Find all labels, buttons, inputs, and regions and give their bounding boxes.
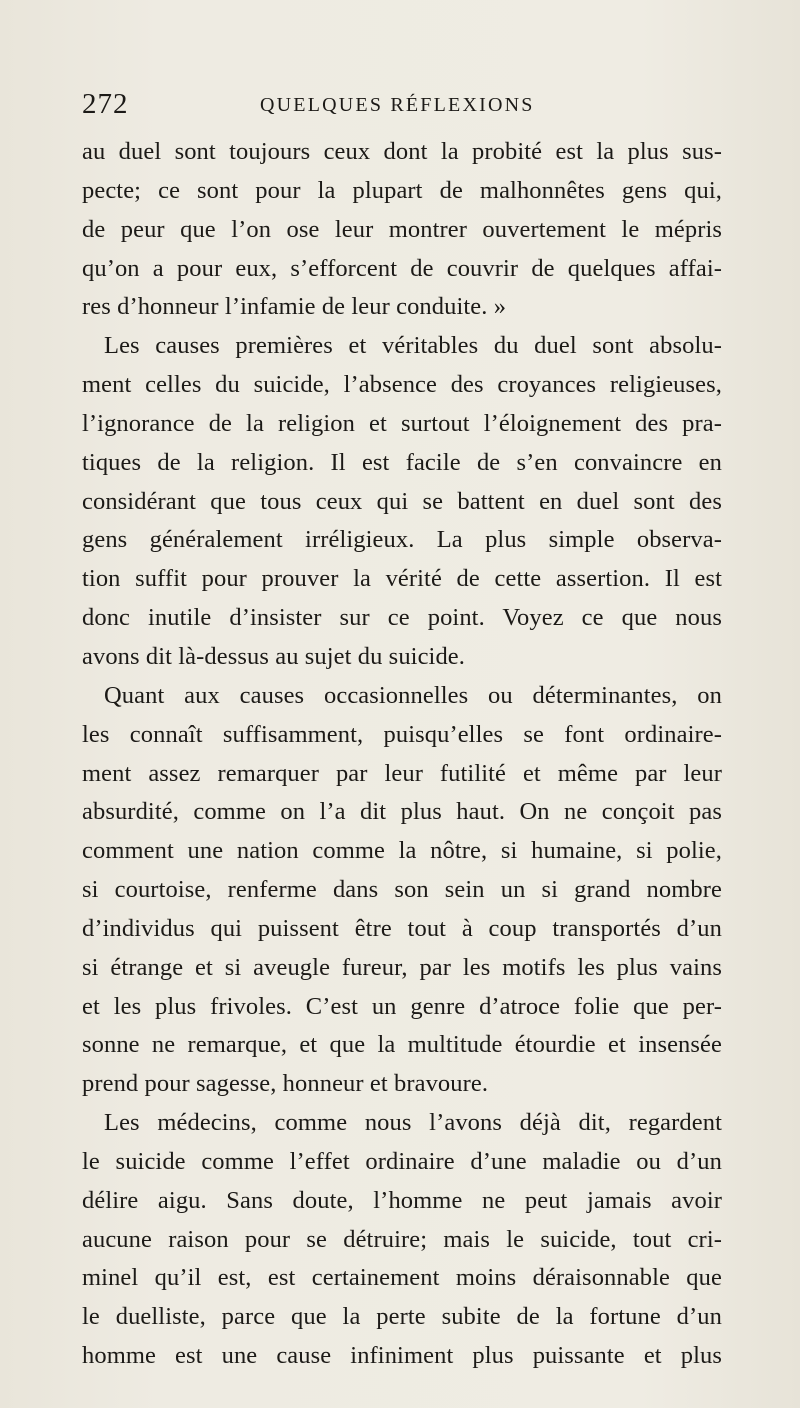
text-line: donc inutile d’insister sur ce point. Voyez ce que nous [82, 604, 722, 632]
text-line: si étrange et si aveugle fureur, par les motifs les plus vains [82, 953, 722, 981]
text-line: le duelliste, parce que la perte subite de la fortune d’un [82, 1303, 722, 1331]
page-number: 272 [82, 88, 129, 120]
text-line: ment assez remarquer par leur futilité et même par leur [82, 759, 722, 787]
text-line: homme est une cause infiniment plus puissante et plus [82, 1342, 722, 1370]
text-line: de peur que l’on ose leur montrer ouvertement le mépris [82, 215, 722, 243]
text-line: minel qu’il est, est certainement moins déraisonnable que [82, 1264, 722, 1292]
text-line: ment celles du suicide, l’absence des croyances religieuses, [82, 371, 722, 399]
text-line: absurdité, comme on l’a dit plus haut. On ne conçoit pas [82, 798, 722, 826]
text-line: Les causes premières et véritables du duel sont absolu- [104, 332, 722, 360]
text-line: le suicide comme l’effet ordinaire d’une maladie ou d’un [82, 1147, 722, 1175]
text-line: Les médecins, comme nous l’avons déjà dit, regardent [104, 1109, 722, 1137]
text-line: comment une nation comme la nôtre, si humaine, si polie, [82, 837, 722, 865]
text-line: tiques de la religion. Il est facile de s’en convaincre en [82, 448, 722, 476]
text-line: considérant que tous ceux qui se battent en duel sont des [82, 487, 722, 515]
running-head [82, 88, 722, 124]
text-line: et les plus frivoles. C’est un genre d’atroce folie que per- [82, 992, 722, 1020]
text-line: gens généralement irréligieux. La plus simple observa- [82, 526, 722, 554]
text-line: si courtoise, renferme dans son sein un si grand nombre [82, 876, 722, 904]
text-line: Quant aux causes occasionnelles ou déterminantes, on [104, 681, 722, 709]
text-line: aucune raison pour se détruire; mais le suicide, tout cri- [82, 1225, 722, 1253]
text-line: res d’honneur l’infamie de leur conduite. » [82, 293, 507, 321]
text-line: les connaît suffisamment, puisqu’elles se font ordinaire- [82, 720, 722, 748]
text-line: au duel sont toujours ceux dont la probité est la plus sus- [82, 138, 722, 165]
text-line: pecte; ce sont pour la plupart de malhonnêtes gens qui, [82, 176, 722, 204]
text-line: qu’on a pour eux, s’efforcent de couvrir de quelques affai- [82, 254, 722, 282]
text-line: avons dit là-dessus au sujet du suicide. [82, 642, 466, 670]
text-line: d’individus qui puissent être tout à coup transportés d’un [82, 914, 722, 942]
text-line: prend pour sagesse, honneur et bravoure. [82, 1070, 489, 1098]
body-text [82, 133, 722, 1376]
text-line: sonne ne remarque, et que la multitude étourdie et insensée [82, 1031, 722, 1059]
text-line: délire aigu. Sans doute, l’homme ne peut jamais avoir [82, 1186, 722, 1214]
running-title: QUELQUES RÉFLEXIONS [260, 94, 535, 116]
text-line: tion suffit pour prouver la vérité de cette assertion. Il est [82, 565, 722, 593]
text-line: l’ignorance de la religion et surtout l’éloignement des pra- [82, 409, 722, 437]
